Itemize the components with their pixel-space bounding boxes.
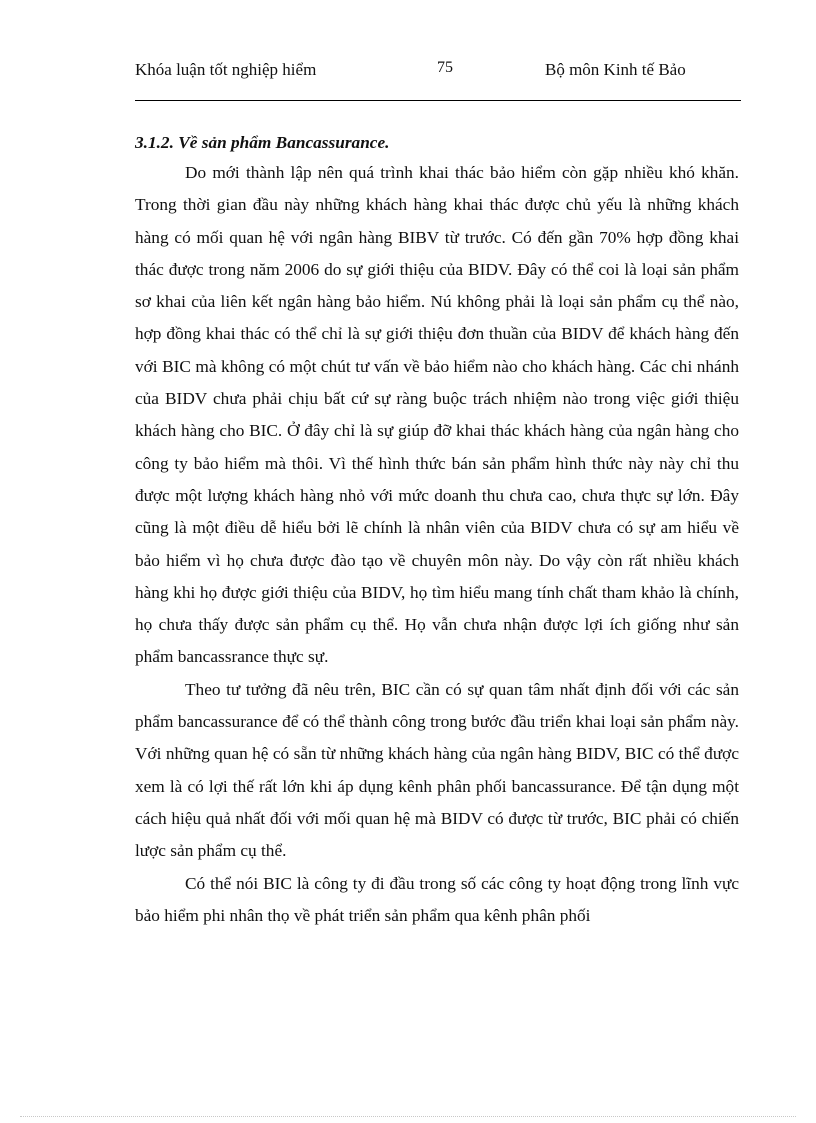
paragraph: Theo tư tưởng đã nêu trên, BIC cần có sự quan tâm nhất định đối với các sản phẩm bancassurance để có thể thành công trong bước đầu triển khai loại sản phẩm này. Với những quan hệ có sẵn từ những khách hàng của ngân hàng BIDV, BIC có thể được xem là có lợi thế rất lớn khi áp dụng kênh phân phối bancassurance. Để tận dụng một cách hiệu quả nhất đối với mối quan hệ mà BIDV có được từ trước, BIC phải có chiến lược sản phẩm cụ thể. [135,679,739,861]
page-number: 75 [437,59,453,76]
paragraph: Có thể nói BIC là công ty đi đầu trong số các công ty hoạt động trong lĩnh vực bảo hiểm phi nhân thọ về phát triển sản phẩm qua kênh phân phối [135,873,739,925]
header-left-title: Khóa luận tốt nghiệp hiểm [135,60,317,79]
page-bottom-divider [20,1116,796,1117]
section-heading: 3.1.2. Về sản phẩm Bancassurance. [135,133,390,152]
header-right-title: Bộ môn Kinh tế Bảo [545,60,686,79]
document-body [135,129,739,932]
page-header [135,56,741,101]
paragraph: Do mới thành lập nên quá trình khai thác bảo hiểm còn gặp nhiều khó khăn. Trong thời gian đầu này những khách hàng khai thác được chủ yếu là những khách hàng có mối quan hệ với ngân hàng BIBV từ trước. Có đến gần 70% hợp đồng khai thác được trong năm 2006 do sự giới thiệu của BIDV. Đây có thể coi là loại sản phẩm sơ khai của liên kết ngân hàng bảo hiểm. Nú không phải là loại sản phẩm cụ thể nào, hợp đồng khai thác có thể chỉ là sự giới thiệu đơn thuần của BIDV để khách hàng đến với BIC mà không có một chút tư vấn về bảo hiểm nào cho khách hàng. Các chi nhánh của BIDV chưa phải chịu bất cứ sự ràng buộc trách nhiệm nào trong việc giới thiệu khách hàng cho BIC. Ở đây chỉ là sự giúp đỡ khai thác khách hàng của ngân hàng cho công ty bảo hiểm mà thôi. Vì thế hình thức bán sản phẩm hình thức này này chỉ thu được một lượng khách hàng nhỏ với mức doanh thu chưa cao, chưa thực sự lớn. Đây cũng là một điều dễ hiểu bởi lẽ chính là nhân viên của BIDV chưa có sự am hiểu về bảo hiểm vì họ chưa được đào tạo về chuyên môn này. Do vậy còn rất nhiều khách hàng khi họ được giới thiệu của BIDV, họ tìm hiểu mang tính chất tham khảo là chính, họ chưa thấy được sản phẩm cụ thể. Họ vẫn chưa nhận được lợi ích giống như sản phẩm bancassrance thực sự. [135,163,739,667]
